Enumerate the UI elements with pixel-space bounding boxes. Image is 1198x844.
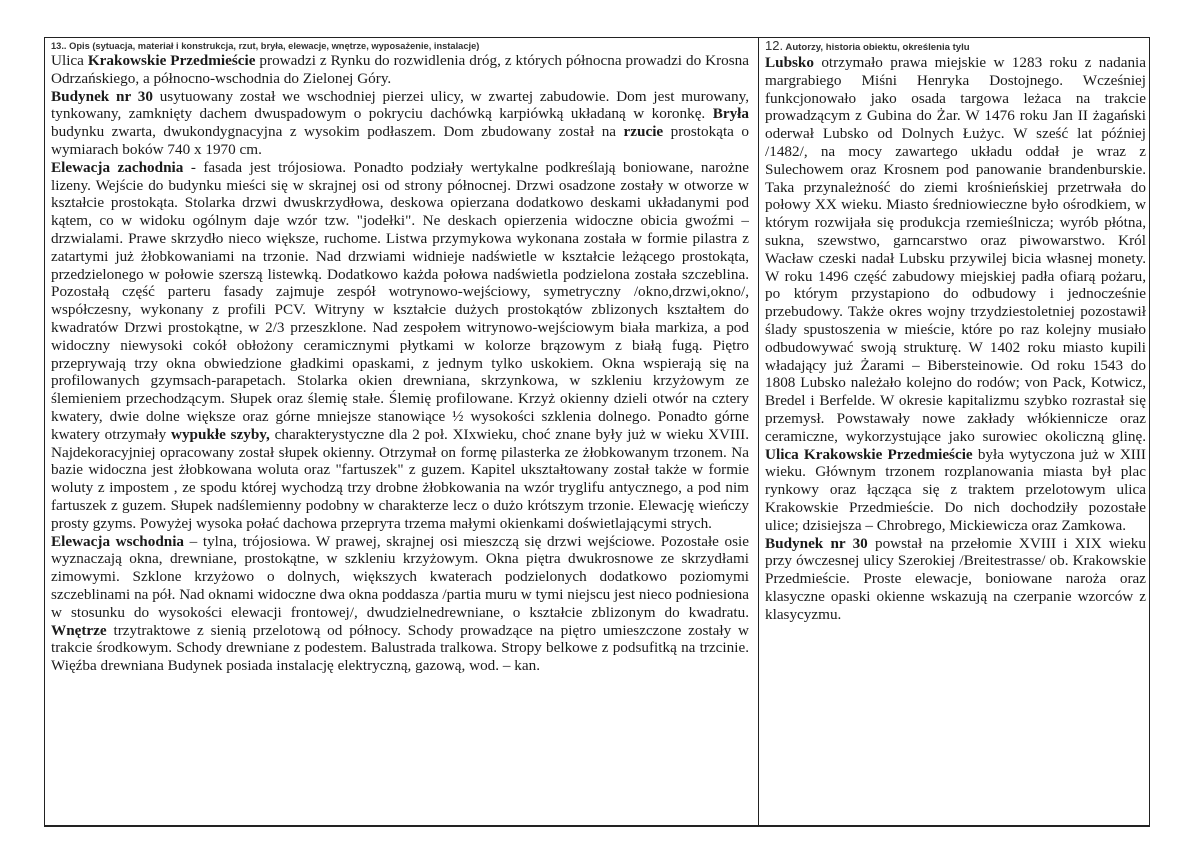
paragraph <box>765 535 1146 624</box>
text-run: charakterystyczne dla 2 poł. XIxwieku, choć znane były już w wieku XVIII. Najdekoracyjniej opracowany został słupek okienny. Otrzymał on formę pilasterka ze żłobkowanym trzonem. Na bazie widoczna jest żłobkowana woluta oraz "fartuszek" z guzem. Kapitel ukształtowany został także w formie woluty z impostem , ze spodu której wychodzą trzy drobne żłobkowania na wzór tryglifu antycznego, a pod nim fartuszek z guzem. Słupek nadślemienny podobny w charakterze lecz o dużo krótszym trzonie. Elewację wieńczy prosty gzyms. Powyżej wysoka połać dachowa przeprута trzema małymi okienkami doświetlającymi strych. <box>51 425 749 532</box>
column-divider <box>758 38 759 826</box>
text-run: - fasada jest trójosiowa. Ponadto podziały wertykalne podkreślają boniowane, narożne lizeny. Wejście do budynku mieści się w skrajnej osi od strony północnej. Drzwi osadzone zostały w otworze w kształcie prostokąta. Stolarka drzwi dwuskrzydłowa, deskowa opierzana dodatkowo deskami układanymi pod kątem, co w widoku ogólnym daje wzór tzw. "jodełki". Ne deskach opierzenia widoczne obicia gwoźmi – drzwialami. Prawe skrzydło nieco większe, ruchome. Listwa przymykowa wykonana została w formie pilastra z zatartymi już żłobkowaniami na trzonie. Nad drzwiami widnieje nadświetle w kształcie leżącego prostokąta, przedzielonego w połowie szerszą listewką. Dodatkowo każda połowa nadświetla podzielona została szczeblina. Pozostałą część parteru fasady zajmuje zespół wotrynowo-wejściowy, symetryczny /okno,drzwi,okno/, współczesny, wykonany z profili PCV. Witryny w kształcie dużych prostokątów zblizonych kształtem do kwadratów Drzwi prostokątne, w 2/3 przeszklone. Nad zespołem witrynowo-wejściowym biała markiza, a pod widoczny niewysoki cokół obłożony ceramicznymi płytkami w kolorze brązowym z białą fugą. Piętro przeprywają trzy okna obwiedzione gładkimi opaskami, z jednym tylko uskokiem. Okna wspierają się na profilowanych gzymsach-parapetach. Stolarka okien drewniana, skrzynkowa, w szkleniu krzyżowym ze ślemieniem przechodzącym. Słupek oraz ślemię stałe. Ślemię profilowane. Krzyż okienny dzieli otwór na cztery kwatery, dwie dolne większe oraz górne mniejsze stanowiące ½ wysokości szklenia dolnego. Ponadto górne kwatery otrzymały <box>51 158 749 443</box>
bold-phrase: Budynek nr 30 <box>51 87 153 105</box>
paragraph <box>765 54 1146 535</box>
text-run: była wytyczona już w XIII wieku. Głównym trzonem rozplanowania miasta był plac rynkowy oraz łącząca się z traktem przelotowym ulica Krakowskie Przedmieście. Do nich dochodziły pozostałe ulice; dzisiejsza – Chrobrego, Mickiewicza oraz Zamkowa. <box>765 445 1146 534</box>
text-run: trzytraktowe z sienią przelotową od północy. Schody prowadzące na piętro umieszczone zostały w trakcie środkowym. Schody drewniane z podestem. Balustrada tralkowa. Stropy belkowe z podsufitką na trzcinie. Więźba drewniana Budynek posiada instalację elektryczną, gazową, wod. – kan. <box>51 621 749 675</box>
description-column <box>51 38 749 826</box>
bold-phrase: Lubsko <box>765 54 814 71</box>
bold-phrase: Budynek nr 30 <box>765 534 868 552</box>
history-column <box>765 38 1146 826</box>
history-text <box>765 54 1146 624</box>
bold-phrase: wypukłe szyby, <box>171 425 270 443</box>
text-run: – tylna, trójosiowa. W prawej, skrajnej osi mieszczą się drzwi wejściowe. Pozostałe osie wyznaczają okna, drewniane, prostokątne, w szkleniu krzyżowym. Okna piętra dwukrosnowe ze skrzydłami zimowymi. Szklone krzyżowo o dolnych, większych kwaterach podzielonych dodatkowo poziomymi szczeblinami na pół. Nad oknami widoczne dwa okna poddasza /partia muru w tymi niejscu jest nieco podniesiona w stosunku do wysokości elewacji frontowej/, dwudzielnedrewniane, o kształcie zblizonym do kwadratu. <box>51 532 749 621</box>
paragraph <box>51 52 749 88</box>
paragraph <box>51 533 749 675</box>
bold-phrase: Elewacja zachodnia <box>51 158 184 176</box>
section-12-title: Autorzy, historia obiektu, określenia tylu <box>785 42 970 53</box>
section-12-header <box>765 38 1146 54</box>
text-run: prowadzi z Rynku do rozwidlenia dróg, z których północna prowadzi do Krosna Odrzańskiego, a północno-wschodnia do Zielonej Góry. <box>51 52 749 87</box>
section-13-header: 13.. Opis (sytuacja, materiał i konstrukcja, rzut, bryła, elewacje, wnętrze, wyposażenie, instalacje) <box>51 41 480 51</box>
bold-phrase: Bryła <box>712 105 749 123</box>
text-run: usytuowany został we wschodniej pierzei ulicy, w zwartej zabudowie. Dom jest murowany, tynkowany, zamknięty dachem dwuspadowym o pokryciu dachówką karpiówką układaną w koronkę. <box>51 87 749 123</box>
bold-phrase: Elewacja wschodnia <box>51 532 185 550</box>
text-run: otrzymało prawa miejskie w 1283 roku z nadania margrabiego Miśni Henryka Dostojnego. Wcześniej funkcjonowało jako osada targowa leżaca na trakcie prowadzącym z Gubina do Żar. W 1476 roku Jan II żagański oderwał Lubsko od Dolnych Łużyc. W sześć lat później /1482/, na mocy zawartego układu oddał je wraz z Sulechowem oraz Krosnem pod panowanie brandenburskie. Taka przynależność do ziemi krośnieńskiej przetrwała do połowy XX wieku. Miasto średniowieczne było ośrodkiem, w którym rozwijała się produkcja rzemieślnicza; wyrób płótna, sukna, szewstwo, garncarstwo oraz piwowarstwo. Król Wacław czeski nadał Lubsku przywilej bicia własnej monety. W roku 1496 część zabudowy miejskiej padła ofiarą pożaru, po którym przystapiono do odbudowy i jednocześnie przebudowy. Także okres wojny trzydziestoletniej pozostawił ślady spustoszenia w mieście, które po raz kolejny musiało odbudowywać swoją strukturę. W 1402 roku miasto kupili władający już Żarami – Bibersteinowie. Od roku 1543 do 1808 Lubsko należało kolejno do rodów; von Pack, Kotwicz, Bredel i Berfelde. W okresie kapitalizmu szybko rozrastał się przemysł. Powstawały nowe zakłady włókiennicze oraz ceramiczne, wykorzystujące jako surowiec okoliczną glinę. <box>765 54 1146 445</box>
text-run: budynku zwarta, dwukondygnacyjna z wysokim podłaszem. Dom zbudowany został na <box>51 123 624 141</box>
document-form <box>44 37 1150 827</box>
text-run: Ulica <box>51 52 88 69</box>
paragraph <box>51 159 749 533</box>
text-run: powstał na przełomie XVIII i XIX wieku przy ówczesnej ulicy Szerokiej /Breitestrasse/ ob. Krakowskie Przedmieście. Proste elewacje, boniowane naroża oraz klasyczne opaski okienne wskazują na czerpanie wzorców z klasycyzmu. <box>765 534 1146 623</box>
bold-phrase: Wnętrze <box>51 621 107 639</box>
bold-phrase: Krakowskie Przedmieście <box>87 52 256 69</box>
paragraph <box>51 88 749 159</box>
section-12-number: 12. <box>765 38 784 53</box>
bold-phrase: rzucie <box>623 123 664 141</box>
description-text <box>51 52 749 675</box>
bold-phrase: Ulica Krakowskie Przedmieście <box>765 445 973 463</box>
text-run: prostokąta o wymiarach boków 740 x 1970 cm. <box>51 123 749 158</box>
